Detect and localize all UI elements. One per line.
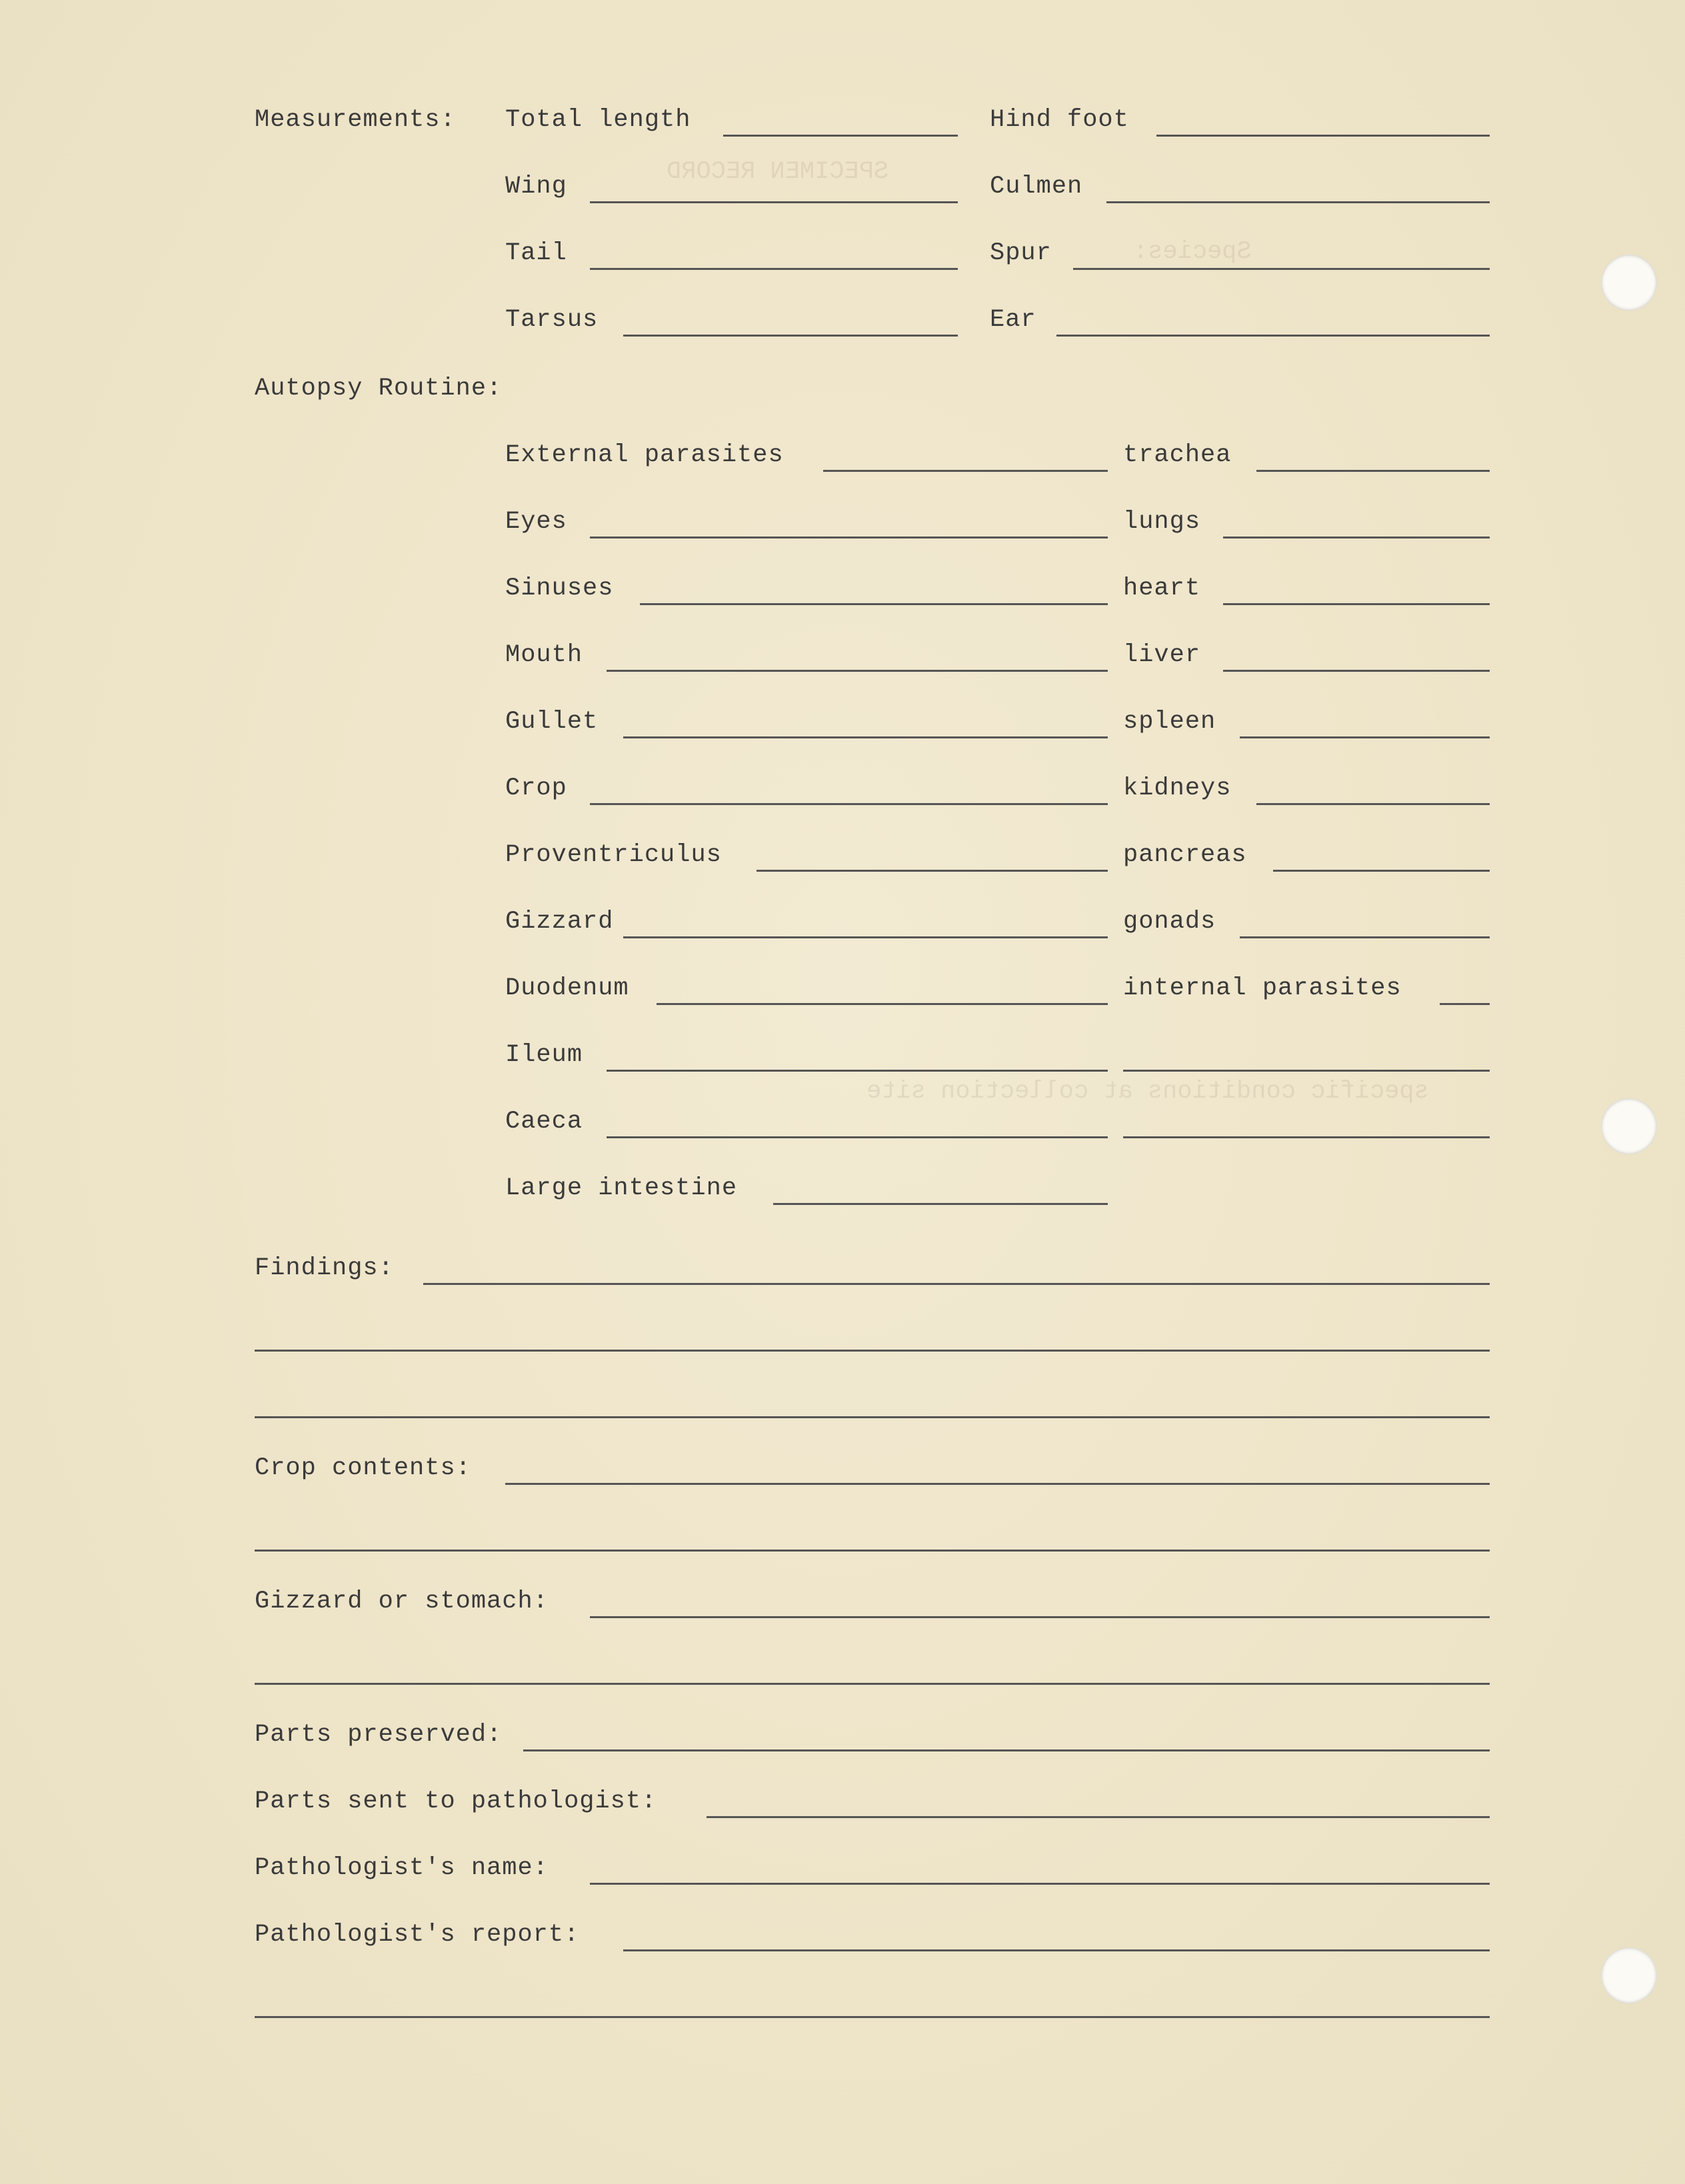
proventriculus-field[interactable] xyxy=(757,870,1108,872)
crop-contents-field-1[interactable] xyxy=(505,1483,1490,1485)
large-intestine-field[interactable] xyxy=(773,1203,1108,1205)
total-length-label: Total length xyxy=(505,106,691,134)
kidneys-field[interactable] xyxy=(1256,803,1490,805)
external-parasites-label: External parasites xyxy=(505,441,784,469)
spleen-field[interactable] xyxy=(1240,736,1490,738)
measurements-heading: Measurements: xyxy=(255,106,456,134)
autopsy-heading: Autopsy Routine: xyxy=(255,375,503,403)
pathologist-report-field-2[interactable] xyxy=(255,2016,1490,2018)
trachea-field[interactable] xyxy=(1256,470,1490,472)
culmen-field[interactable] xyxy=(1106,201,1490,203)
crop-contents-label: Crop contents: xyxy=(255,1454,471,1482)
parts-sent-label: Parts sent to pathologist: xyxy=(255,1787,657,1815)
sinuses-label: Sinuses xyxy=(505,574,614,602)
culmen-label: Culmen xyxy=(990,173,1083,201)
show-through-text: SPECIMEN RECORD xyxy=(667,158,889,186)
total-length-field[interactable] xyxy=(723,135,958,137)
tarsus-label: Tarsus xyxy=(505,306,599,334)
gonads-label: gonads xyxy=(1123,908,1216,936)
eyes-field[interactable] xyxy=(590,537,1108,539)
punch-hole xyxy=(1601,255,1657,311)
pancreas-field[interactable] xyxy=(1273,870,1490,872)
internal-parasites-field[interactable] xyxy=(1440,1003,1490,1005)
hind-foot-field[interactable] xyxy=(1156,135,1490,137)
large-intestine-label: Large intestine xyxy=(505,1174,738,1202)
liver-label: liver xyxy=(1123,641,1201,669)
lungs-label: lungs xyxy=(1123,508,1201,536)
liver-field[interactable] xyxy=(1223,670,1490,672)
findings-label: Findings: xyxy=(255,1254,394,1282)
mouth-label: Mouth xyxy=(505,641,583,669)
punch-hole xyxy=(1601,1098,1657,1154)
findings-field-3[interactable] xyxy=(255,1416,1490,1418)
gizzard-label: Gizzard xyxy=(505,908,614,936)
crop-field[interactable] xyxy=(590,803,1108,805)
wing-label: Wing xyxy=(505,173,567,201)
heart-field[interactable] xyxy=(1223,603,1490,605)
pathologist-name-field[interactable] xyxy=(590,1883,1490,1885)
gizzard-stomach-field-1[interactable] xyxy=(590,1616,1490,1618)
duodenum-label: Duodenum xyxy=(505,974,629,1002)
crop-label: Crop xyxy=(505,774,567,802)
extra-right-field-2[interactable] xyxy=(1123,1136,1490,1138)
mouth-field[interactable] xyxy=(607,670,1108,672)
gullet-field[interactable] xyxy=(623,736,1108,738)
caeca-label: Caeca xyxy=(505,1108,583,1136)
punch-hole xyxy=(1601,1947,1657,2003)
ileum-field[interactable] xyxy=(607,1070,1108,1072)
show-through-text: Species: xyxy=(1133,238,1252,266)
findings-field-2[interactable] xyxy=(255,1350,1490,1352)
caeca-field[interactable] xyxy=(607,1136,1108,1138)
ileum-label: Ileum xyxy=(505,1041,583,1069)
sinuses-field[interactable] xyxy=(640,603,1108,605)
gizzard-field[interactable] xyxy=(623,936,1108,938)
ear-field[interactable] xyxy=(1056,335,1490,337)
proventriculus-label: Proventriculus xyxy=(505,841,722,869)
spleen-label: spleen xyxy=(1123,708,1216,736)
kidneys-label: kidneys xyxy=(1123,774,1232,802)
gizzard-stomach-label: Gizzard or stomach: xyxy=(255,1588,549,1616)
show-through-text: specific conditions at collection site xyxy=(866,1078,1429,1106)
trachea-label: trachea xyxy=(1123,441,1232,469)
hind-foot-label: Hind foot xyxy=(990,106,1129,134)
pancreas-label: pancreas xyxy=(1123,841,1247,869)
eyes-label: Eyes xyxy=(505,508,567,536)
findings-field-1[interactable] xyxy=(423,1283,1490,1285)
heart-label: heart xyxy=(1123,574,1201,602)
parts-preserved-label: Parts preserved: xyxy=(255,1721,503,1749)
pathologist-report-label: Pathologist's report: xyxy=(255,1921,580,1949)
gonads-field[interactable] xyxy=(1240,936,1490,938)
tail-label: Tail xyxy=(505,239,567,267)
external-parasites-field[interactable] xyxy=(823,470,1108,472)
gizzard-stomach-field-2[interactable] xyxy=(255,1683,1490,1685)
pathologist-name-label: Pathologist's name: xyxy=(255,1854,549,1882)
spur-label: Spur xyxy=(990,239,1052,267)
gullet-label: Gullet xyxy=(505,708,599,736)
spur-field[interactable] xyxy=(1073,268,1490,270)
tarsus-field[interactable] xyxy=(623,335,958,337)
pathologist-report-field-1[interactable] xyxy=(623,1949,1490,1951)
parts-sent-field[interactable] xyxy=(707,1816,1490,1818)
parts-preserved-field[interactable] xyxy=(523,1749,1490,1751)
wing-field[interactable] xyxy=(590,201,958,203)
duodenum-field[interactable] xyxy=(657,1003,1108,1005)
internal-parasites-label: internal parasites xyxy=(1123,974,1402,1002)
tail-field[interactable] xyxy=(590,268,958,270)
crop-contents-field-2[interactable] xyxy=(255,1550,1490,1552)
extra-right-field-1[interactable] xyxy=(1123,1070,1490,1072)
lungs-field[interactable] xyxy=(1223,537,1490,539)
ear-label: Ear xyxy=(990,306,1036,334)
